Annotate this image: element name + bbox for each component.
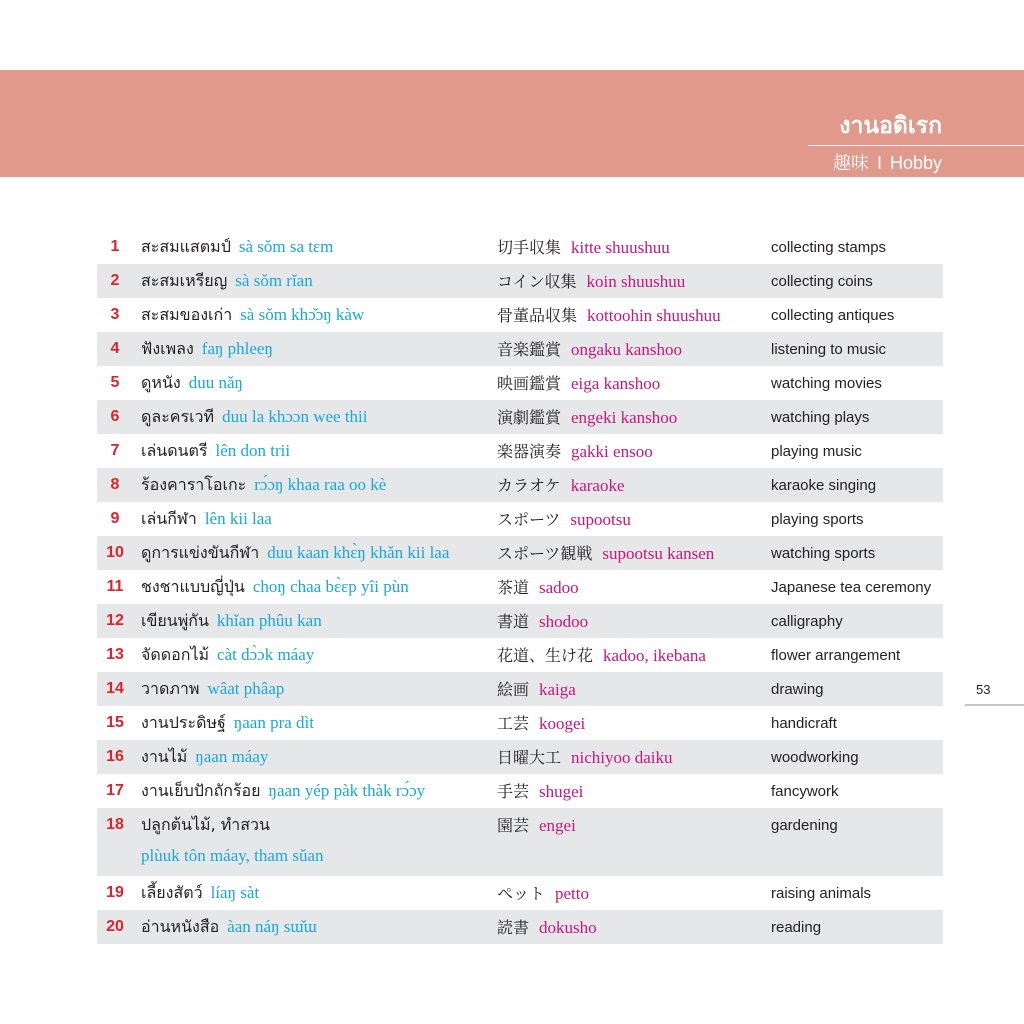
row-number: 12 — [106, 612, 124, 629]
english-term: watching plays — [771, 409, 870, 426]
japanese-word: 日曜大工 — [497, 748, 562, 767]
japanese-word: 園芸 — [497, 816, 530, 835]
japanese-romanization: engeki kanshoo — [571, 408, 678, 427]
table-row — [97, 570, 943, 604]
thai-term — [141, 269, 313, 294]
table-row — [97, 672, 943, 706]
thai-transliteration: ŋaan yép pàk thàk rɔ́ɔy — [268, 781, 426, 800]
japanese-word: 工芸 — [497, 714, 530, 733]
japanese-romanization: kitte shuushuu — [571, 238, 670, 257]
thai-word: จัดดอกไม้ — [141, 645, 210, 664]
thai-transliteration: sà sǒm rǐan — [235, 271, 313, 290]
japanese-word: 切手収集 — [497, 238, 562, 257]
table-row — [97, 536, 943, 570]
thai-word: ดูหนัง — [141, 373, 181, 392]
row-number: 10 — [106, 544, 124, 561]
thai-term — [141, 303, 364, 328]
vocabulary-table — [97, 230, 943, 944]
thai-transliteration: duu la khɔɔn wee thii — [222, 407, 368, 426]
japanese-romanization: dokusho — [539, 918, 597, 937]
english-term: raising animals — [771, 885, 872, 902]
japanese-romanization: sadoo — [539, 578, 579, 597]
japanese-word: ペット — [497, 884, 546, 903]
thai-word: เล่นดนตรี — [141, 441, 208, 460]
table-row — [97, 638, 943, 672]
thai-word: สะสมเหรียญ — [141, 271, 228, 290]
subtitle-english: Hobby — [889, 153, 942, 173]
japanese-term — [497, 405, 677, 428]
japanese-romanization: kaiga — [539, 680, 576, 699]
row-number: 2 — [110, 272, 120, 289]
page-title: งานอดิเรก — [839, 113, 942, 139]
thai-transliteration: líaŋ sàt — [210, 883, 260, 902]
thai-word: ดูละครเวที — [141, 407, 215, 426]
japanese-term — [497, 609, 588, 632]
thai-word: อ่านหนังสือ — [141, 917, 220, 936]
english-term: watching sports — [771, 545, 876, 562]
thai-term — [141, 371, 243, 396]
thai-transliteration: duu nǎŋ — [188, 373, 243, 392]
row-number: 5 — [110, 374, 120, 391]
thai-term — [141, 643, 314, 668]
japanese-word: コイン収集 — [497, 272, 577, 291]
english-term: flower arrangement — [771, 647, 901, 664]
japanese-word: 音楽鑑賞 — [497, 340, 562, 359]
japanese-term — [497, 677, 576, 700]
japanese-romanization: nichiyoo daiku — [571, 748, 673, 767]
english-term: collecting coins — [771, 273, 873, 290]
english-term: karaoke singing — [771, 477, 877, 494]
thai-word: เล่นกีฬา — [141, 509, 197, 528]
page-subtitle — [833, 149, 942, 175]
table-row — [97, 366, 943, 400]
thai-word: งานไม้ — [141, 747, 188, 766]
header-divider — [808, 145, 1024, 146]
thai-term — [141, 881, 259, 906]
japanese-term — [497, 575, 579, 598]
row-number: 11 — [106, 578, 124, 595]
row-number: 14 — [106, 680, 124, 697]
thai-term — [141, 915, 317, 940]
row-number: 17 — [106, 782, 124, 799]
thai-transliteration: càt dɔ̀ɔk máay — [217, 645, 315, 664]
page-number: 53 — [976, 682, 991, 697]
japanese-word: カラオケ — [497, 476, 561, 495]
thai-transliteration: duu kaan khɛ̀ŋ khǎn kii laa — [267, 543, 450, 562]
row-number: 1 — [110, 238, 120, 255]
english-term: playing music — [771, 443, 862, 460]
japanese-romanization: shugei — [539, 782, 584, 801]
japanese-term — [497, 235, 670, 258]
english-term: collecting antiques — [771, 307, 895, 324]
header-banner — [0, 70, 1024, 177]
table-row — [97, 264, 943, 298]
thai-word: เลี้ยงสัตว์ — [141, 883, 203, 902]
row-number: 7 — [110, 442, 120, 459]
table-row — [97, 434, 943, 468]
thai-term — [141, 405, 368, 430]
thai-transliteration: faŋ phleeŋ — [201, 339, 273, 358]
japanese-term — [497, 915, 597, 938]
thai-word: ดูการแข่งขันกีฬา — [141, 543, 260, 562]
thai-transliteration: khǐan phûu kan — [216, 611, 322, 630]
japanese-word: スポーツ観戦 — [497, 544, 593, 563]
english-term: playing sports — [771, 511, 864, 528]
thai-term — [141, 507, 272, 532]
english-term: listening to music — [771, 341, 887, 358]
thai-term — [141, 779, 425, 804]
japanese-romanization: ongaku kanshoo — [571, 340, 682, 359]
table-row — [97, 400, 943, 434]
thai-term — [141, 473, 386, 498]
thai-word: สะสมแสตมป์ — [141, 237, 231, 256]
thai-term — [141, 575, 409, 600]
thai-term — [141, 609, 322, 634]
english-term: calligraphy — [771, 613, 843, 630]
thai-word: เขียนพู่กัน — [141, 611, 209, 630]
japanese-term — [497, 711, 585, 734]
japanese-term — [497, 371, 660, 394]
row-number: 9 — [110, 510, 120, 527]
row-number: 18 — [106, 816, 124, 833]
table-row — [97, 808, 943, 876]
japanese-term — [497, 779, 583, 802]
table-row — [97, 332, 943, 366]
japanese-romanization: gakki ensoo — [571, 442, 653, 461]
thai-transliteration: ŋaan pra dìt — [233, 713, 314, 732]
japanese-word: スポーツ — [497, 510, 561, 529]
thai-term — [141, 541, 449, 566]
japanese-romanization: supootsu — [570, 510, 631, 529]
thai-word: งานประดิษฐ์ — [141, 713, 226, 732]
thai-word: ชงชาแบบญี่ปุ่น — [141, 577, 245, 596]
thai-term — [141, 677, 284, 702]
japanese-word: 花道、生け花 — [497, 646, 594, 665]
japanese-term — [497, 269, 685, 292]
japanese-term — [497, 541, 714, 564]
english-term: woodworking — [771, 749, 859, 766]
japanese-term — [497, 745, 673, 768]
japanese-term — [497, 881, 589, 904]
thai-transliteration: wâat phâap — [207, 679, 285, 698]
row-number: 15 — [106, 714, 124, 731]
japanese-romanization: koogei — [539, 714, 586, 733]
table-row — [97, 298, 943, 332]
japanese-word: 楽器演奏 — [497, 442, 562, 461]
thai-transliteration: sà sǒm sa tɛm — [238, 237, 334, 256]
row-number: 3 — [110, 306, 120, 323]
japanese-word: 茶道 — [497, 578, 530, 597]
table-row — [97, 230, 943, 264]
japanese-word: 手芸 — [497, 782, 530, 801]
japanese-romanization: engei — [539, 816, 576, 835]
japanese-romanization: kottoohin shuushuu — [587, 306, 721, 325]
english-term: fancywork — [771, 783, 839, 800]
japanese-word: 骨董品収集 — [497, 306, 578, 325]
japanese-term — [497, 473, 625, 496]
english-term: handicraft — [771, 715, 837, 732]
english-term: drawing — [771, 681, 824, 698]
thai-term — [141, 235, 333, 260]
japanese-romanization: koin shuushuu — [586, 272, 686, 291]
thai-transliteration: àan náŋ sɯ̌ɯ — [227, 917, 317, 936]
thai-transliteration: sà sǒm khɔ̌ɔŋ kàw — [240, 305, 365, 324]
english-term: reading — [771, 919, 822, 936]
thai-word: งานเย็บปักถักร้อย — [141, 781, 261, 800]
thai-term — [141, 337, 273, 362]
thai-word: ปลูกต้นไม้, ทำสวน — [141, 815, 270, 834]
japanese-romanization: shodoo — [539, 612, 589, 631]
japanese-romanization: petto — [555, 884, 590, 903]
japanese-term — [497, 507, 631, 530]
english-term: Japanese tea ceremony — [771, 579, 932, 596]
thai-transliteration: plùuk tôn máay, tham sǔan — [141, 846, 324, 865]
japanese-romanization: eiga kanshoo — [571, 374, 661, 393]
table-row — [97, 604, 943, 638]
english-term: gardening — [771, 817, 838, 834]
row-number: 4 — [110, 340, 120, 357]
japanese-term — [497, 303, 721, 326]
thai-transliteration: choŋ chaa bɛ̀ɛp yîi pùn — [252, 577, 409, 596]
thai-transliteration: ŋaan máay — [195, 747, 269, 766]
thai-transliteration: lên kii laa — [204, 509, 272, 528]
page-number-rule — [965, 704, 1024, 706]
english-term: collecting stamps — [771, 239, 887, 256]
japanese-term — [497, 643, 706, 666]
japanese-word: 読書 — [497, 918, 530, 937]
thai-transliteration: rɔ́ɔŋ khaa raa oo kè — [254, 475, 387, 494]
subtitle-separator: I — [876, 153, 882, 173]
japanese-word: 演劇鑑賞 — [497, 408, 562, 427]
japanese-romanization: supootsu kansen — [602, 544, 715, 563]
row-number: 20 — [106, 918, 124, 935]
japanese-word: 絵画 — [497, 680, 530, 699]
thai-term — [141, 711, 314, 736]
thai-word: วาดภาพ — [141, 679, 200, 698]
thai-term — [141, 813, 324, 866]
thai-term — [141, 439, 290, 464]
table-row — [97, 910, 943, 944]
table-row — [97, 468, 943, 502]
row-number: 6 — [110, 408, 120, 425]
table-row — [97, 774, 943, 808]
thai-word: ฟังเพลง — [141, 339, 194, 358]
japanese-term — [497, 813, 576, 836]
table-row — [97, 502, 943, 536]
row-number: 8 — [110, 476, 120, 493]
japanese-word: 書道 — [497, 612, 530, 631]
thai-word: สะสมของเก่า — [141, 305, 233, 324]
table-row — [97, 740, 943, 774]
japanese-romanization: kadoo, ikebana — [603, 646, 706, 665]
row-number: 16 — [106, 748, 124, 765]
japanese-romanization: karaoke — [570, 476, 625, 495]
thai-word: ร้องคาราโอเกะ — [141, 475, 247, 494]
subtitle-japanese: 趣味 — [832, 153, 869, 173]
japanese-term — [497, 337, 682, 360]
row-number: 19 — [106, 884, 124, 901]
japanese-word: 映画鑑賞 — [497, 374, 562, 393]
english-term: watching movies — [771, 375, 882, 392]
row-number: 13 — [106, 646, 124, 663]
table-row — [97, 876, 943, 910]
table-row — [97, 706, 943, 740]
japanese-term — [497, 439, 653, 462]
thai-term — [141, 745, 268, 770]
thai-transliteration: lên don trii — [215, 441, 291, 460]
